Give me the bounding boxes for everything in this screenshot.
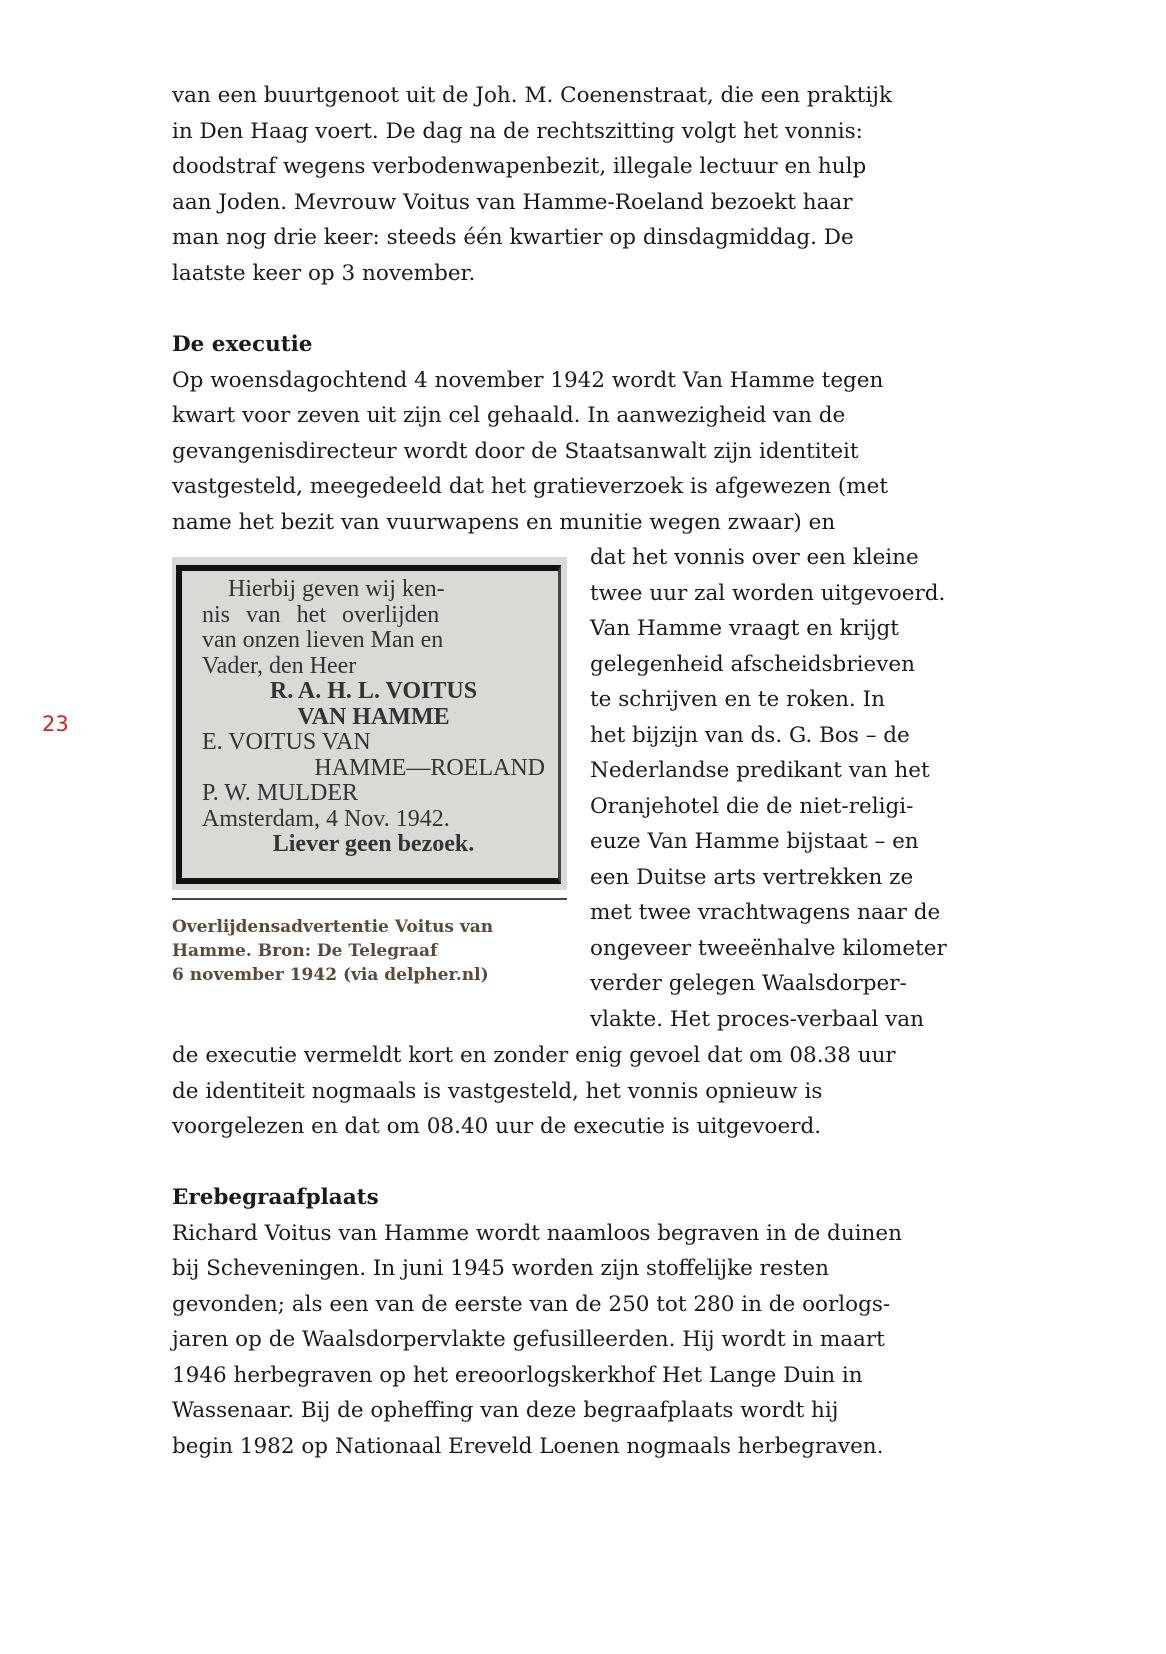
caption-line: Overlijdensadvertentie Voitus van [172, 917, 494, 937]
text-line: vastgesteld, meegedeeld dat het gratieverzoek is afgewezen (met [172, 474, 889, 499]
clipping-line: Hierbij geven wij ken- [228, 576, 445, 602]
clipping-line: Vader, den Heer [202, 652, 357, 679]
text-line: begin 1982 op Nationaal Ereveld Loenen nogmaals herbegraven. [172, 1433, 884, 1459]
text-line: gevonden; als een van de eerste van de 250 tot 280 in de oorlogs- [172, 1291, 891, 1317]
text-line: laatste keer op 3 november. [172, 260, 476, 286]
execution-paragraph-end [172, 1038, 896, 1145]
text-line: vlakte. Het proces-verbaal van [590, 1006, 924, 1032]
clipping-line: R. A. H. L. VOITUS [269, 678, 478, 704]
text-line: man nog drie keer: steeds één kwartier op dinsdagmiddag. De [172, 225, 854, 250]
text-line: dat het vonnis over een kleine [590, 545, 919, 570]
text-line: bij Scheveningen. In juni 1945 worden zijn stoffelijke resten [172, 1256, 829, 1281]
intro-paragraph [172, 78, 892, 291]
text-line: in Den Haag voert. De dag na de rechtszitting volgt het vonnis: [172, 118, 863, 144]
caption-line: 6 november 1942 (via delpher.nl) [172, 965, 489, 985]
text-line: name het bezit van vuurwapens en munitie wegen zwaar) en [172, 509, 836, 535]
text-line: gevangenisdirecteur wordt door de Staatsanwalt zijn identiteit [172, 438, 859, 464]
clipping-line: nis van het overlijden [202, 601, 440, 628]
wrapped-text-column [590, 540, 947, 1037]
text-line: het bijzijn van ds. G. Bos – de [590, 722, 910, 748]
text-line: kwart voor zeven uit zijn cel gehaald. In aanwezigheid van de [172, 403, 846, 428]
section-execution [172, 327, 888, 540]
caption-divider [172, 898, 567, 900]
text-line: met twee vrachtwagens naar de [590, 900, 941, 925]
clipping-line: Amsterdam, 4 Nov. 1942. [202, 805, 450, 832]
text-line: gelegenheid afscheidsbrieven [590, 651, 915, 677]
text-line: Van Hamme vraagt en krijgt [590, 616, 899, 641]
clipping-line: P. W. MULDER [202, 780, 359, 806]
newspaper-clipping-image [172, 557, 567, 890]
clipping-line: HAMME—ROELAND [314, 754, 545, 781]
text-line: twee uur zal worden uitgevoerd. [590, 580, 946, 606]
page-number: 23 [42, 712, 69, 736]
text-line: Op woensdagochtend 4 november 1942 wordt Van Hamme tegen [172, 367, 884, 393]
text-line: Oranjehotel die de niet-religi- [590, 793, 914, 819]
text-line: jaren op de Waalsdorpervlakte gefusilleerden. Hij wordt in maart [172, 1327, 885, 1352]
image-caption [172, 915, 493, 987]
text-line: de identiteit nogmaals is vastgesteld, het vonnis opnieuw is [172, 1078, 823, 1104]
text-line: voorgelezen en dat om 08.40 uur de executie is uitgevoerd. [172, 1114, 822, 1139]
section-cemetery [172, 1180, 902, 1464]
text-line: ongeveer tweeënhalve kilometer [590, 935, 947, 961]
text-line: de executie vermeldt kort en zonder enig gevoel dat om 08.38 uur [172, 1043, 896, 1068]
clipping-line: E. VOITUS VAN [202, 729, 371, 755]
clipping-line: VAN HAMME [297, 703, 450, 730]
text-line: euze Van Hamme bijstaat – en [590, 829, 919, 854]
text-line: Richard Voitus van Hamme wordt naamloos begraven in de duinen [172, 1220, 902, 1246]
text-line: aan Joden. Mevrouw Voitus van Hamme-Roeland bezoekt haar [172, 189, 853, 215]
text-line: Wassenaar. Bij de opheffing van deze begraafplaats wordt hij [172, 1398, 839, 1423]
clipping-text [202, 577, 545, 858]
caption-line: Hamme. Bron: De Telegraaf [172, 941, 438, 961]
text-line: een Duitse arts vertrekken ze [590, 864, 914, 890]
section-heading: Erebegraafplaats [172, 1185, 379, 1210]
text-line: van een buurtgenoot uit de Joh. M. Coenenstraat, die een praktijk [172, 83, 892, 108]
text-line: doodstraf wegens verbodenwapenbezit, illegale lectuur en hulp [172, 154, 867, 179]
text-line: Nederlandse predikant van het [590, 758, 930, 783]
text-line: te schrijven en te roken. In [590, 687, 885, 712]
clipping-line: Liever geen bezoek. [272, 831, 475, 857]
clipping-line: van onzen lieven Man en [202, 627, 444, 653]
text-line: 1946 herbegraven op het ereoorlogskerkhof Het Lange Duin in [172, 1362, 863, 1388]
text-line: verder gelegen Waalsdorper- [590, 971, 907, 996]
section-heading: De executie [172, 332, 313, 357]
